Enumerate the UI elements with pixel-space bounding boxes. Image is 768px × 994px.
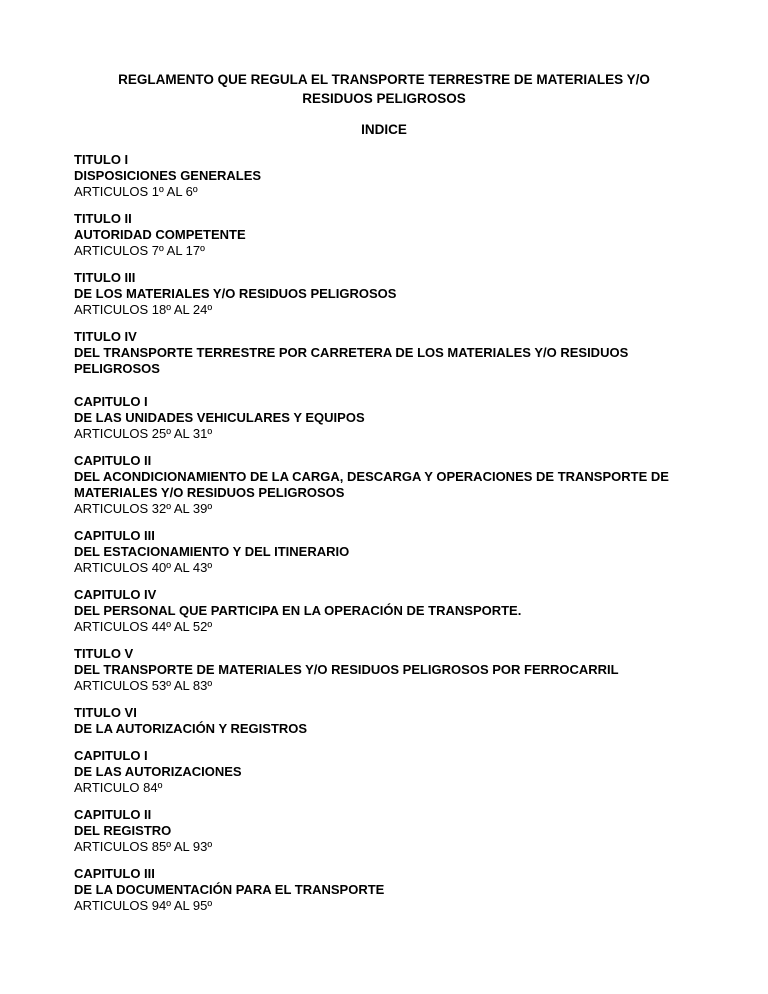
- entry-label: CAPITULO I: [74, 394, 148, 409]
- entry-label: TITULO IV: [74, 329, 137, 344]
- index-entry: [74, 705, 714, 737]
- entry-name: DEL TRANSPORTE TERRESTRE POR CARRETERA DE LOS MATERIALES Y/O RESIDUOS PELIGROSOS: [74, 345, 629, 376]
- entry-label: TITULO II: [74, 211, 132, 226]
- entry-name: DEL REGISTRO: [74, 823, 172, 838]
- entry-label: TITULO III: [74, 270, 136, 285]
- entry-name: DE LA AUTORIZACIÓN Y REGISTROS: [74, 721, 308, 736]
- entry-label: TITULO I: [74, 152, 129, 167]
- entry-articles: ARTICULOS 7º AL 17º: [74, 243, 205, 258]
- entry-name: DEL ACONDICIONAMIENTO DE LA CARGA, DESCARGA Y OPERACIONES DE TRANSPORTE DE MATERIALES Y/O RESIDUOS PELIGROSOS: [74, 469, 669, 500]
- entry-name: DISPOSICIONES GENERALES: [74, 168, 262, 183]
- entry-name: DE LA DOCUMENTACIÓN PARA EL TRANSPORTE: [74, 882, 385, 897]
- entry-label: TITULO V: [74, 646, 134, 661]
- title-line-2: RESIDUOS PELIGROSOS: [302, 91, 466, 106]
- entry-label: CAPITULO II: [74, 453, 152, 468]
- index-entry: [74, 807, 714, 855]
- index-entry: [74, 152, 714, 200]
- entry-label: TITULO VI: [74, 705, 137, 720]
- index-entry: [74, 329, 714, 377]
- index-heading: INDICE: [361, 122, 407, 137]
- entry-name: DEL PERSONAL QUE PARTICIPA EN LA OPERACIÓN DE TRANSPORTE.: [74, 603, 522, 618]
- entry-label: CAPITULO III: [74, 528, 155, 543]
- entry-label: CAPITULO I: [74, 748, 148, 763]
- index-entry: [74, 587, 714, 635]
- entry-articles: ARTICULOS 40º AL 43º: [74, 560, 213, 575]
- document-title: [0, 70, 768, 108]
- entry-name: DE LAS AUTORIZACIONES: [74, 764, 242, 779]
- entry-articles: ARTICULOS 44º AL 52º: [74, 619, 213, 634]
- entry-articles: ARTICULOS 94º AL 95º: [74, 898, 213, 913]
- entry-articles: ARTICULOS 1º AL 6º: [74, 184, 198, 199]
- entry-articles: ARTICULOS 85º AL 93º: [74, 839, 213, 854]
- entry-label: CAPITULO II: [74, 807, 152, 822]
- index-entry: [74, 748, 714, 796]
- entry-articles: ARTICULOS 32º AL 39º: [74, 501, 213, 516]
- entry-articles: ARTICULOS 53º AL 83º: [74, 678, 213, 693]
- entry-name: DE LAS UNIDADES VEHICULARES Y EQUIPOS: [74, 410, 365, 425]
- entry-articles: ARTICULOS 18º AL 24º: [74, 302, 213, 317]
- entry-name: DEL ESTACIONAMIENTO Y DEL ITINERARIO: [74, 544, 350, 559]
- entry-articles: ARTICULO 84º: [74, 780, 163, 795]
- entry-label: CAPITULO IV: [74, 587, 157, 602]
- index-list: [74, 152, 714, 925]
- index-entry: [74, 270, 714, 318]
- entry-articles: ARTICULOS 25º AL 31º: [74, 426, 213, 441]
- index-entry: [74, 394, 714, 442]
- index-entry: [74, 646, 714, 694]
- index-entry: [74, 866, 714, 914]
- index-entry: [74, 453, 714, 517]
- entry-name: DEL TRANSPORTE DE MATERIALES Y/O RESIDUOS PELIGROSOS POR FERROCARRIL: [74, 662, 619, 677]
- title-line-1: REGLAMENTO QUE REGULA EL TRANSPORTE TERRESTRE DE MATERIALES Y/O: [118, 72, 650, 87]
- entry-name: AUTORIDAD COMPETENTE: [74, 227, 246, 242]
- index-entry: [74, 528, 714, 576]
- index-entry: [74, 211, 714, 259]
- entry-name: DE LOS MATERIALES Y/O RESIDUOS PELIGROSOS: [74, 286, 397, 301]
- entry-label: CAPITULO III: [74, 866, 155, 881]
